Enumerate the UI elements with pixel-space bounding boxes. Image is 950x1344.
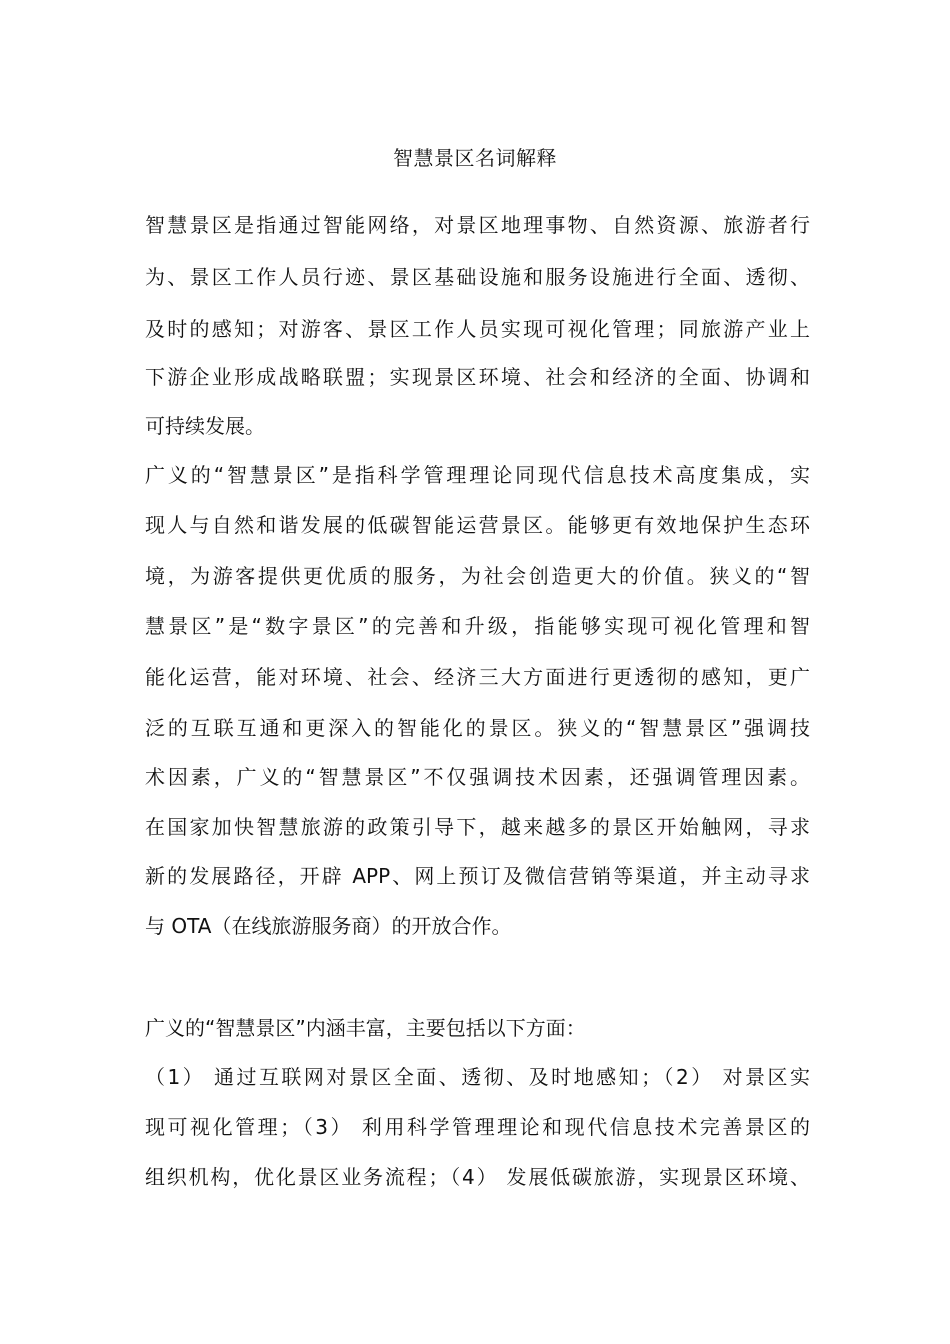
paragraph-line: 境，为游客提供更优质的服务，为社会创造更大的价值。狭义的“智	[145, 564, 810, 588]
paragraph-line: 可持续发展。	[145, 414, 265, 438]
paragraph-line: （1） 通过互联网对景区全面、透彻、及时地感知；（2） 对景区实	[145, 1065, 810, 1089]
paragraph-line: 泛的互联互通和更深入的智能化的景区。狭义的“智慧景区”强调技	[145, 716, 810, 740]
paragraph-line: 现人与自然和谐发展的低碳智能运营景区。能够更有效地保护生态环	[145, 513, 810, 537]
paragraph-line: 广义的“智慧景区”是指科学管理理论同现代信息技术高度集成，实	[145, 463, 810, 487]
paragraph-line: 新的发展路径，开辟 APP、网上预订及微信营销等渠道，并主动寻求	[145, 864, 810, 888]
paragraph-line: 广义的“智慧景区”内涵丰富，主要包括以下方面：	[145, 1016, 586, 1040]
paragraph-line: 及时的感知；对游客、景区工作人员实现可视化管理；同旅游产业上	[145, 317, 810, 341]
paragraph-line: 能化运营，能对环境、社会、经济三大方面进行更透彻的感知，更广	[145, 665, 810, 689]
paragraph-line: 下游企业形成战略联盟；实现景区环境、社会和经济的全面、协调和	[145, 365, 810, 389]
paragraph-line: 现可视化管理；（3） 利用科学管理理论和现代信息技术完善景区的	[145, 1115, 810, 1139]
document-title: 智慧景区名词解释	[393, 146, 557, 170]
paragraph-line: 为、景区工作人员行迹、景区基础设施和服务设施进行全面、透彻、	[145, 265, 810, 289]
paragraph-line: 慧景区”是“数字景区”的完善和升级，指能够实现可视化管理和智	[145, 614, 810, 638]
paragraph-line: 在国家加快智慧旅游的政策引导下，越来越多的景区开始触网，寻求	[145, 815, 810, 839]
paragraph-line: 术因素，广义的“智慧景区”不仅强调技术因素，还强调管理因素。	[145, 765, 810, 789]
paragraph-line: 与 OTA（在线旅游服务商）的开放合作。	[145, 914, 512, 938]
paragraph-line: 组织机构，优化景区业务流程；（4） 发展低碳旅游，实现景区环境、	[145, 1165, 810, 1189]
paragraph-line: 智慧景区是指通过智能网络，对景区地理事物、自然资源、旅游者行	[145, 213, 810, 237]
